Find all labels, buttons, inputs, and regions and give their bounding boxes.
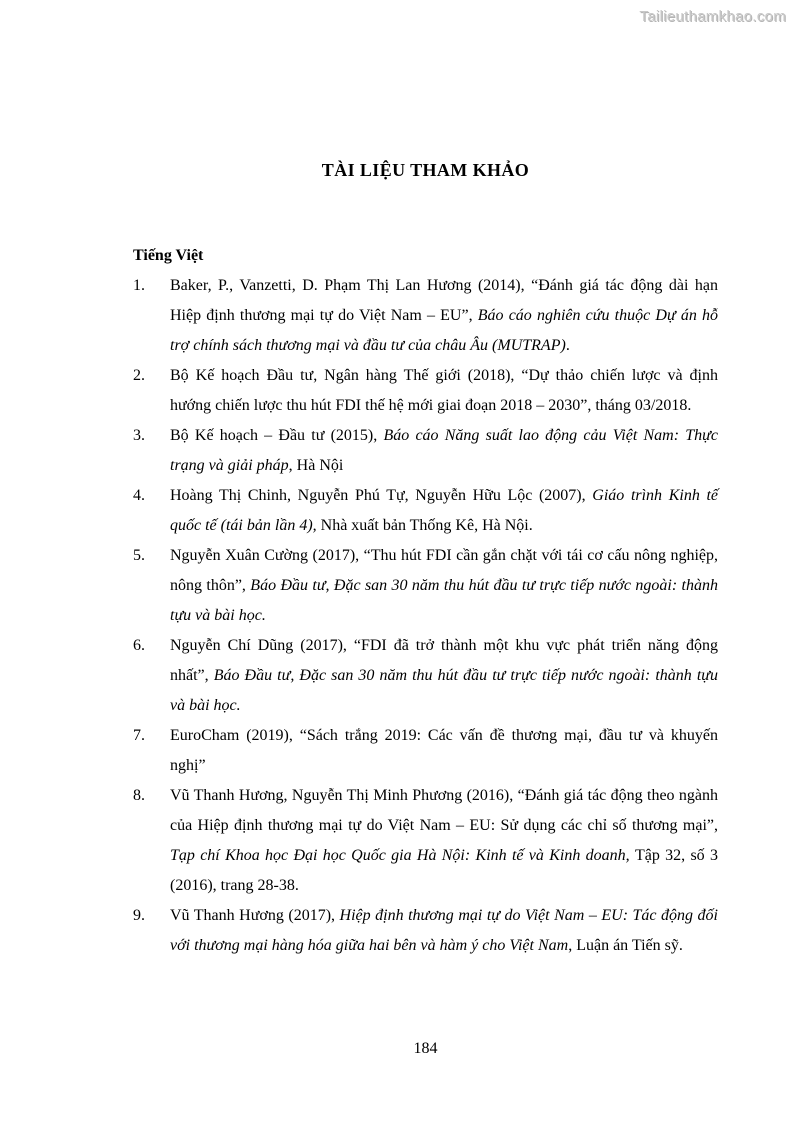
reference-text: Vũ Thanh Hương (2017), Hiệp định thương mại tự do Việt Nam – EU: Tác động đối với thương mại hàng hóa giữa hai bên và hàm ý cho Việt Nam, Luận án Tiến sỹ.	[170, 907, 718, 954]
reference-item	[133, 271, 718, 361]
reference-number: 6.	[133, 637, 145, 654]
reference-item	[133, 631, 718, 721]
reference-number: 9.	[133, 907, 145, 924]
reference-item	[133, 901, 718, 961]
reference-list	[133, 271, 718, 961]
section-heading: Tiếng Việt	[133, 247, 204, 264]
reference-text: Nguyễn Chí Dũng (2017), “FDI đã trở thành một khu vực phát triển năng động nhất”, Báo Đầu tư, Đặc san 30 năm thu hút đầu tư trực tiếp nước ngoài: thành tựu và bài học.	[170, 637, 718, 714]
reference-number: 7.	[133, 727, 145, 744]
reference-item	[133, 721, 718, 781]
page-number: 184	[413, 1040, 438, 1057]
reference-text: Hoàng Thị Chinh, Nguyễn Phú Tự, Nguyễn Hữu Lộc (2007), Giáo trình Kinh tế quốc tế (tái bản lần 4), Nhà xuất bản Thống Kê, Hà Nội.	[170, 487, 719, 534]
reference-item	[133, 541, 718, 631]
reference-text: EuroCham (2019), “Sách trắng 2019: Các vấn đề thương mại, đầu tư và khuyến nghị”	[170, 727, 718, 774]
reference-text: Vũ Thanh Hương, Nguyễn Thị Minh Phương (2016), “Đánh giá tác động theo ngành của Hiệp định thương mại tự do Việt Nam – EU: Sử dụng các chỉ số thương mại”, Tạp chí Khoa học Đại học Quốc gia Hà Nội: Kinh tế và Kinh doanh, Tập 32, số 3 (2016), trang 28-38.	[170, 787, 718, 894]
reference-number: 3.	[133, 427, 145, 444]
reference-text: Nguyễn Xuân Cường (2017), “Thu hút FDI cần gắn chặt với tái cơ cấu nông nghiệp, nông thôn”, Báo Đầu tư, Đặc san 30 năm thu hút đầu tư trực tiếp nước ngoài: thành tựu và bài học.	[170, 547, 718, 624]
reference-number: 5.	[133, 547, 145, 564]
reference-number: 4.	[133, 487, 145, 504]
references-content	[133, 241, 718, 961]
reference-item	[133, 481, 718, 541]
reference-number: 1.	[133, 277, 145, 294]
reference-item	[133, 361, 718, 421]
reference-item	[133, 781, 718, 901]
reference-text: Bộ Kế hoạch Đầu tư, Ngân hàng Thế giới (2018), “Dự thảo chiến lược và định hướng chiến lược thu hút FDI thế hệ mới giai đoạn 2018 – 2030”, tháng 03/2018.	[170, 367, 718, 414]
reference-number: 8.	[133, 787, 145, 804]
watermark: Tailieuthamkhao.com	[639, 8, 786, 25]
reference-number: 2.	[133, 367, 145, 384]
page-title: TÀI LIỆU THAM KHẢO	[321, 160, 530, 180]
reference-text: Bộ Kế hoạch – Đầu tư (2015), Báo cáo Năng suất lao động cảu Việt Nam: Thực trạng và giải pháp, Hà Nội	[170, 427, 718, 474]
reference-item	[133, 421, 718, 481]
reference-text: Baker, P., Vanzetti, D. Phạm Thị Lan Hương (2014), “Đánh giá tác động dài hạn Hiệp định thương mại tự do Việt Nam – EU”, Báo cáo nghiên cứu thuộc Dự án hỗ trợ chính sách thương mại và đầu tư của châu Âu (MUTRAP).	[170, 277, 719, 354]
